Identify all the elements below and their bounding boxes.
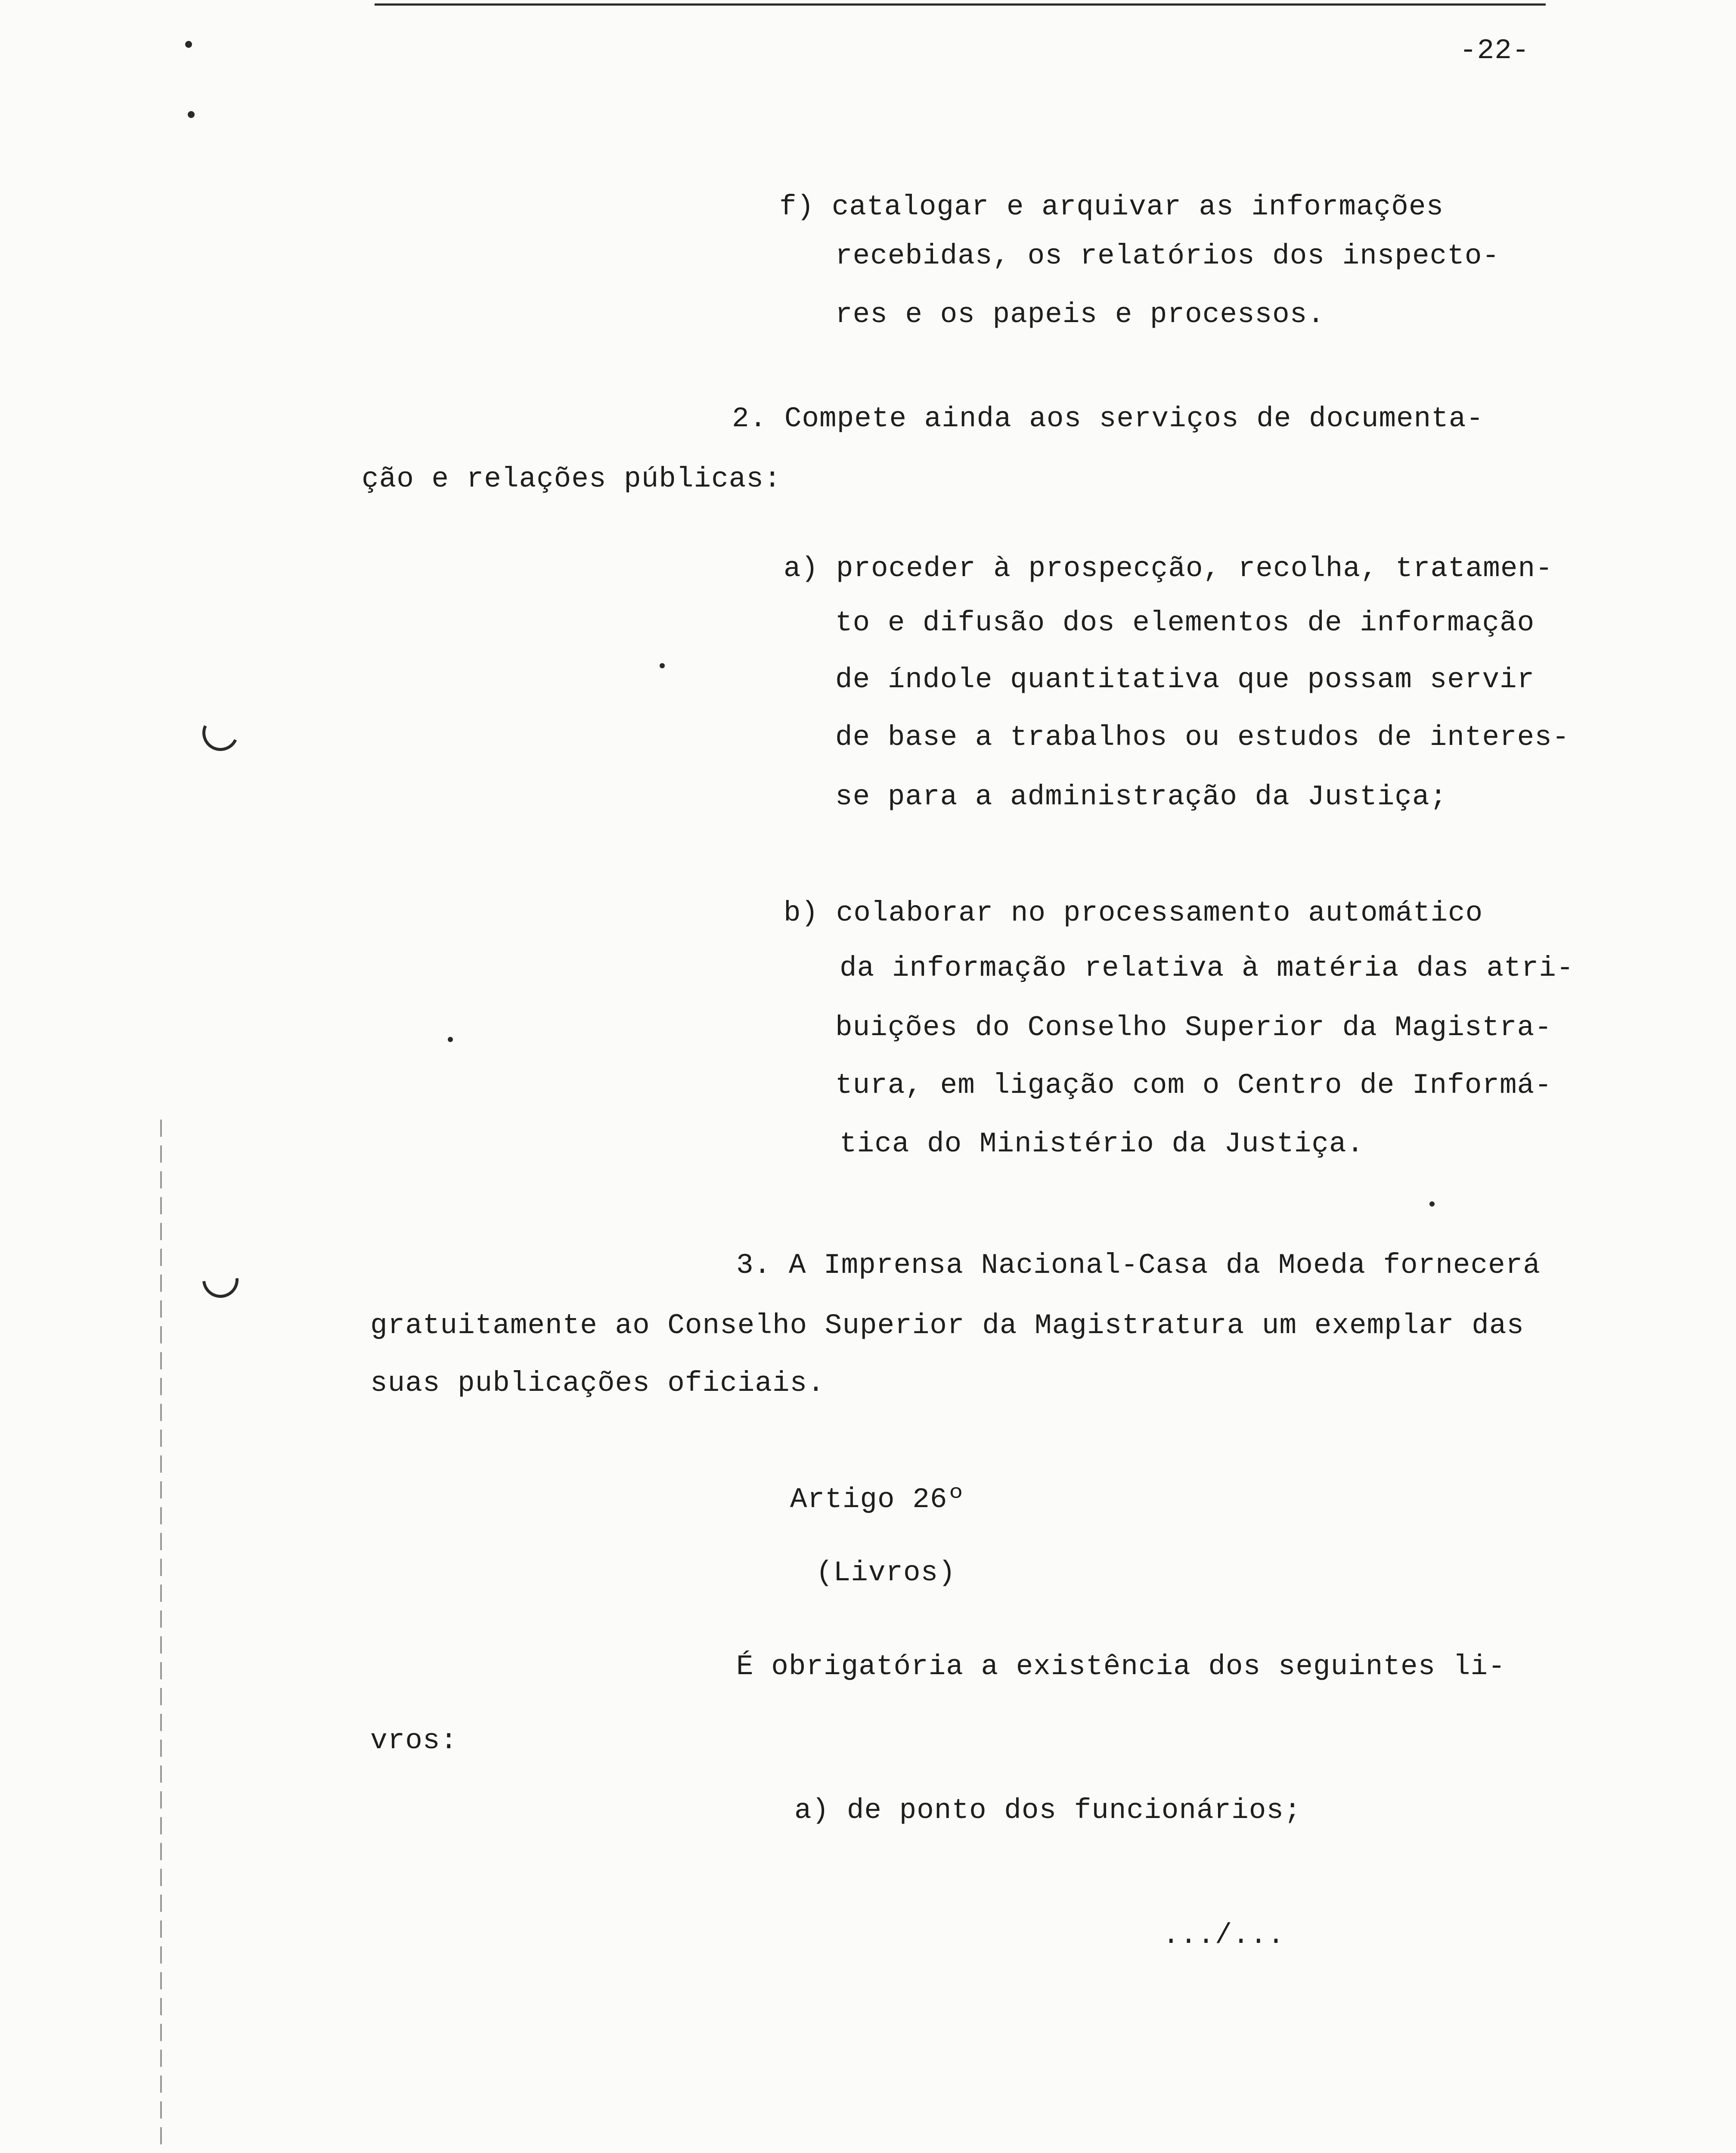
obligation-line-1: É obrigatória a existência dos seguintes li- bbox=[736, 1650, 1506, 1683]
page-number: -22- bbox=[1460, 34, 1530, 67]
item-f-line-2: recebidas, os relatórios dos inspecto- bbox=[835, 240, 1500, 272]
speck bbox=[660, 663, 665, 668]
speck bbox=[448, 1037, 453, 1042]
item-a-line-4: de base a trabalhos ou estudos de interes- bbox=[835, 721, 1570, 754]
hole-punch-mark bbox=[197, 710, 244, 756]
item-b-line-3: buições do Conselho Superior da Magistra- bbox=[835, 1011, 1552, 1044]
paragraph-3-line-3: suas publicações oficiais. bbox=[370, 1367, 825, 1399]
book-item-a: a) de ponto dos funcionários; bbox=[794, 1794, 1302, 1827]
item-f-line-1: f) catalogar e arquivar as informações bbox=[779, 191, 1444, 223]
obligation-line-2: vros: bbox=[370, 1725, 458, 1757]
speck bbox=[1429, 1201, 1435, 1207]
top-rule bbox=[375, 3, 1546, 6]
article-title: (Livros) bbox=[816, 1557, 956, 1589]
item-b-line-4: tura, em ligação com o Centro de Informá- bbox=[835, 1069, 1552, 1101]
item-a-line-5: se para a administração da Justiça; bbox=[835, 781, 1448, 813]
item-b-line-1: b) colaborar no processamento automático bbox=[784, 897, 1483, 929]
speck bbox=[185, 41, 192, 48]
item-b-line-5: tica do Ministério da Justiça. bbox=[840, 1128, 1364, 1160]
item-b-line-2: da informação relativa à matéria das atri- bbox=[840, 952, 1574, 984]
speck bbox=[188, 111, 195, 118]
hole-punch-mark bbox=[195, 1254, 246, 1305]
binding-edge bbox=[160, 1120, 162, 2153]
item-a-line-2: to e difusão dos elementos de informação bbox=[835, 607, 1535, 639]
continuation-mark: .../... bbox=[1162, 1919, 1285, 1951]
paragraph-2-line-2: ção e relações públicas: bbox=[362, 463, 781, 495]
item-a-line-1: a) proceder à prospecção, recolha, tratamen- bbox=[784, 552, 1553, 585]
item-a-line-3: de índole quantitativa que possam servir bbox=[835, 664, 1535, 696]
paragraph-3-line-2: gratuitamente ao Conselho Superior da Magistratura um exemplar das bbox=[370, 1309, 1525, 1342]
paragraph-2-line-1: 2. Compete ainda aos serviços de documenta- bbox=[732, 403, 1484, 435]
item-f-line-3: res e os papeis e processos. bbox=[835, 298, 1325, 331]
article-heading: Artigo 26º bbox=[790, 1483, 965, 1516]
paragraph-3-line-1: 3. A Imprensa Nacional-Casa da Moeda fornecerá bbox=[736, 1249, 1541, 1281]
